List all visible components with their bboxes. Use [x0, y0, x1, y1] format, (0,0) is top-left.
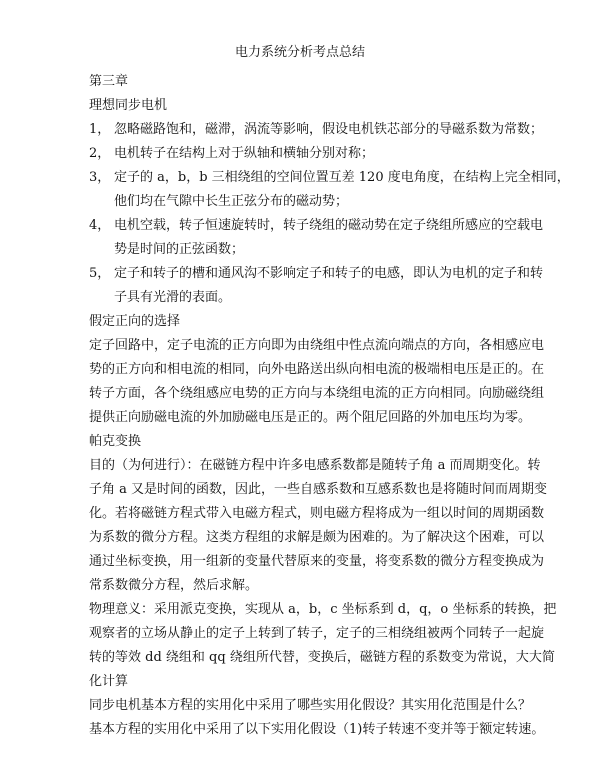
item-number: 2， [89, 146, 111, 161]
item-text: 忽略磁路饱和，磁滞，涡流等影响，假设电机铁芯部分的导磁系数为常数； [114, 122, 544, 137]
section-heading-positive-direction: 假定正向的选择 [89, 314, 181, 329]
assumption-item [89, 142, 514, 166]
paragraph-line: 子角 a 又是时间的函数，因此，一些自感系数和互感系数也是将随时间而周期变 [89, 482, 548, 497]
chapter-heading: 第三章 [89, 74, 129, 89]
assumption-item [89, 166, 570, 190]
item-number: 4， [89, 218, 111, 233]
item-text: 定子的 a，b，b 三相绕组的空间位置互差 120 度电角度，在结构上完全相同， [114, 170, 570, 185]
item-number: 1， [89, 122, 111, 137]
item-continuation: 他们均在气隙中长生正弦分布的磁动势； [114, 194, 349, 209]
paragraph-line: 目的（为何进行）：在磁链方程中许多电感系数都是随转子角 a 而周期变化。转 [89, 458, 541, 473]
paragraph-line: 定子回路中，定子电流的正方向即为由绕组中性点流向端点的方向，各相感应电 [89, 338, 545, 353]
item-text: 电机空载，转子恒速旋转时，转子绕组的磁动势在定子绕组所感应的空载电 [114, 218, 544, 233]
assumption-item [89, 118, 544, 142]
paragraph-line: 观察者的立场从静止的定子上转到了转子，定子的三相绕组被两个同转子一起旋 [89, 626, 545, 641]
assumption-item [89, 214, 544, 238]
paragraph-line: 常系数微分方程，然后求解。 [89, 578, 259, 593]
item-continuation: 子具有光滑的表面。 [114, 290, 232, 305]
assumption-item [89, 262, 544, 286]
item-number: 5， [89, 266, 111, 281]
paragraph-line: 物理意义：采用派克变换，实现从 a，b，c 坐标系到 d，q，o 坐标系的转换，把 [89, 602, 557, 617]
question-line: 同步电机基本方程的实用化中采用了哪些实用化假设？其实用化范围是什么？ [89, 698, 532, 713]
paragraph-line: 为系数的微分方程。这类方程组的求解是颇为困难的。为了解决这个困难，可以 [89, 530, 545, 545]
section-heading-ideal-machine: 理想同步电机 [89, 98, 168, 113]
document-title: 电力系统分析考点总结 [234, 45, 365, 60]
paragraph-line: 提供正向励磁电流的外加励磁电压是正的。两个阻尼回路的外加电压均为零。 [89, 410, 532, 425]
item-number: 3， [89, 170, 111, 185]
paragraph-line: 势的正方向和相电流的相同，向外电路送出纵向相电流的极端相电压是正的。在 [89, 362, 545, 377]
paragraph-line: 通过坐标变换，用一组新的变量代替原来的变量，将变系数的微分方程变换成为 [89, 554, 545, 569]
item-text: 定子和转子的槽和通风沟不影响定子和转子的电感，即认为电机的定子和转 [114, 266, 544, 281]
document-body [89, 70, 570, 742]
item-text: 电机转子在结构上对于纵轴和横轴分别对称； [114, 146, 375, 161]
paragraph-line: 转子方面，各个绕组感应电势的正方向与本绕组电流的正方向相同。向励磁绕组 [89, 386, 545, 401]
item-continuation: 势是时间的正弦函数； [114, 242, 245, 257]
answer-line: 基本方程的实用化中采用了以下实用化假设（1)转子转速不变并等于额定转速。 [89, 722, 545, 737]
section-heading-park-transform: 帕克变换 [89, 434, 142, 449]
paragraph-line: 化计算 [89, 674, 129, 689]
paragraph-line: 转的等效 dd 绕组和 qq 绕组所代替，变换后，磁链方程的系数变为常说，大大简 [89, 650, 555, 665]
paragraph-line: 化。若将磁链方程式带入电磁方程式，则电磁方程将成为一组以时间的周期函数 [89, 506, 545, 521]
